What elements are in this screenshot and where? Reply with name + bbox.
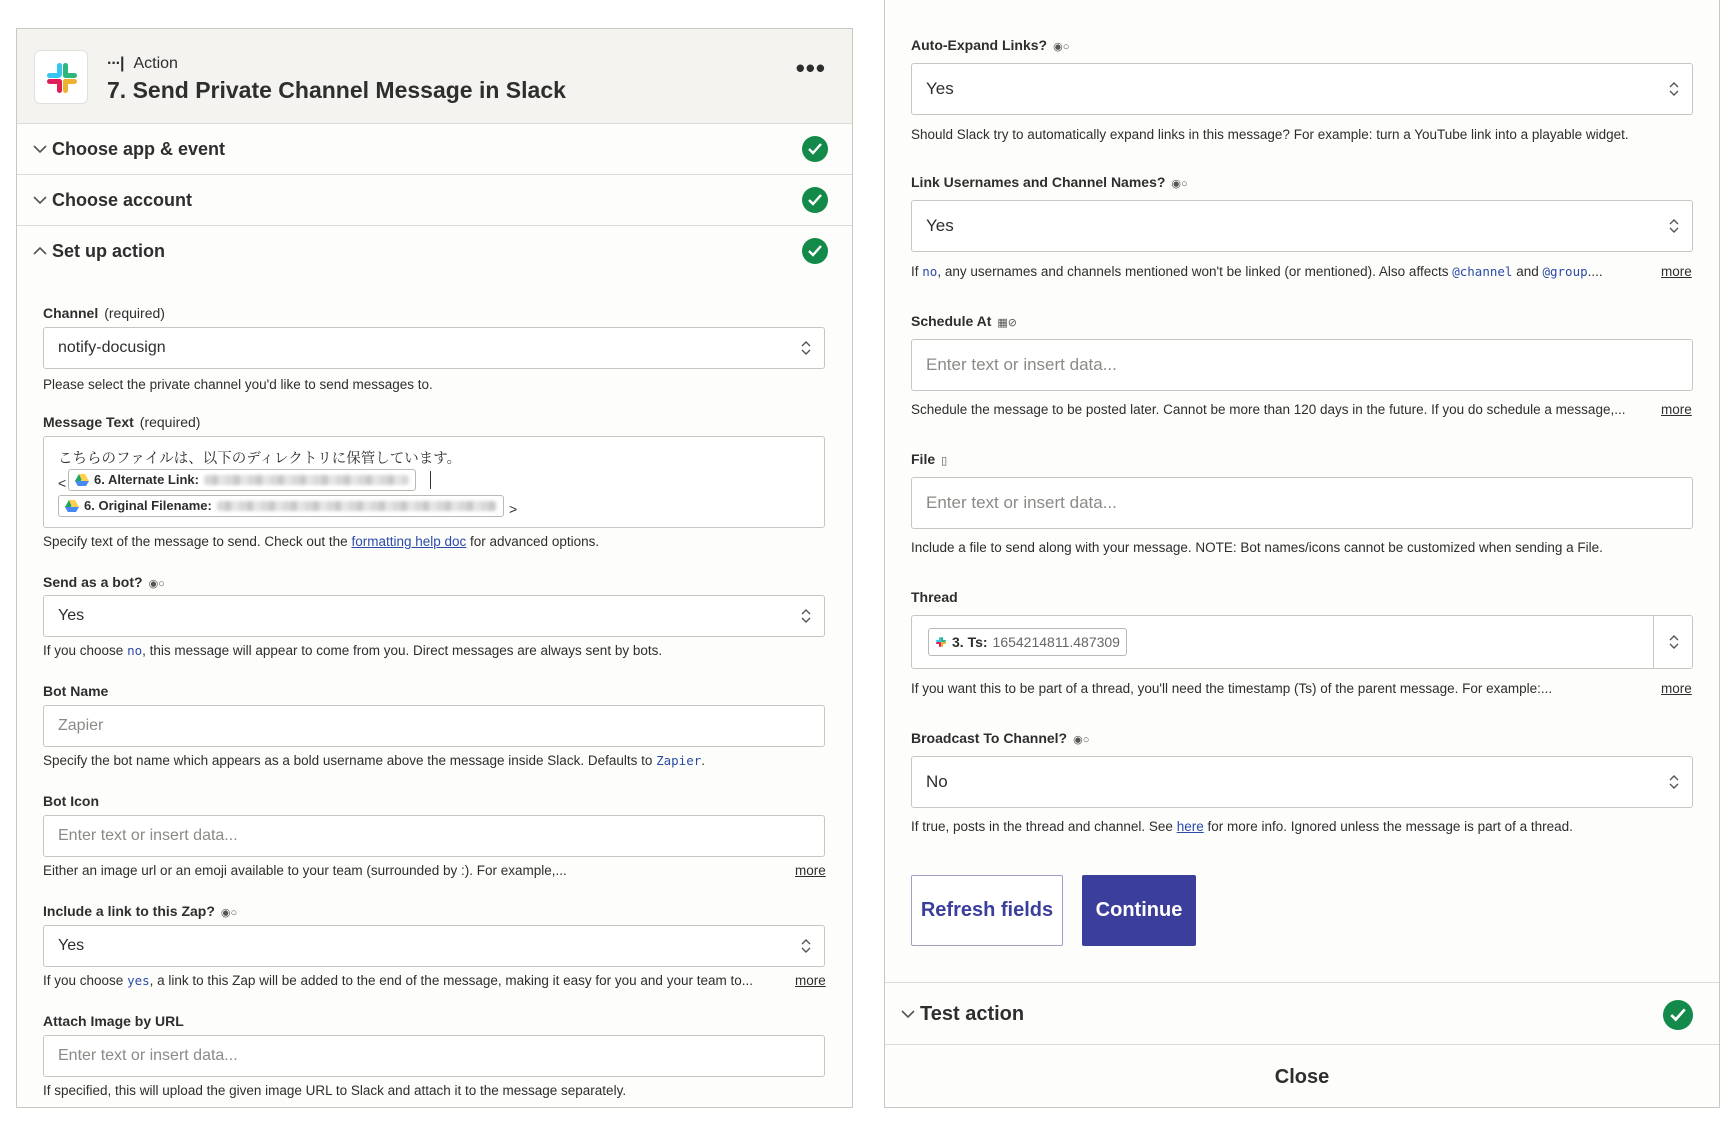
link-usernames-help: If no, any usernames and channels mentioned won't be linked (or mentioned). Also affects @channel and @group....	[911, 264, 1603, 279]
section-setup-action[interactable]	[17, 226, 852, 277]
check-circle-icon	[802, 136, 828, 162]
send-as-bot-value: Yes	[58, 607, 85, 624]
pill-label: 6. Alternate Link:	[94, 472, 199, 487]
check-circle-icon	[802, 187, 828, 213]
radio-indicator-icon: ◉○	[1171, 178, 1188, 190]
schedule-at-label: Schedule At ▦⊘	[911, 313, 1018, 329]
send-as-bot-select[interactable]	[43, 595, 825, 637]
section-label: Choose app & event	[52, 139, 226, 159]
radio-indicator-icon: ◉○	[220, 907, 238, 919]
chevron-down-icon	[899, 1005, 917, 1023]
message-text-label: Message Text (required)	[43, 414, 201, 430]
send-as-bot-label: Send as a bot? ◉○	[43, 574, 165, 590]
chevron-down-icon	[31, 191, 49, 209]
check-circle-icon	[1663, 1000, 1693, 1030]
pill-label: 6. Original Filename:	[84, 498, 212, 513]
slack-logo-icon	[34, 50, 88, 104]
step-header	[17, 29, 852, 124]
bot-name-placeholder: Zapier	[58, 717, 104, 734]
more-options-icon[interactable]: •••	[795, 53, 826, 83]
radio-indicator-icon: ◉○	[148, 578, 165, 590]
file-input[interactable]	[911, 477, 1693, 529]
thread-select[interactable]	[911, 615, 1693, 669]
broadcast-value: No	[926, 772, 948, 791]
data-pill-original-filename[interactable]	[58, 495, 504, 517]
redacted-value	[204, 475, 409, 485]
include-link-more-link[interactable]: more	[795, 973, 826, 988]
message-gt: >	[509, 501, 518, 517]
section-label: Choose account	[52, 190, 193, 210]
check-circle-icon	[802, 238, 828, 264]
link-usernames-select[interactable]	[911, 200, 1693, 252]
link-usernames-more-link[interactable]: more	[1661, 264, 1692, 279]
action-step-icon: ···|	[107, 55, 124, 72]
section-label: Set up action	[52, 241, 166, 261]
message-text-line: こちらのファイルは、以下のディレクトリに保管しています。	[58, 451, 462, 467]
action-editor-panel	[16, 28, 853, 1108]
select-arrows-icon	[800, 937, 812, 955]
bot-icon-more-link[interactable]: more	[795, 863, 826, 878]
data-pill-thread-ts[interactable]	[928, 628, 1127, 656]
redacted-value	[217, 501, 497, 511]
section-label: Test action	[920, 1003, 1025, 1025]
bot-name-help: Specify the bot name which appears as a bold username above the message inside Slack. Defaults to Zapier.	[43, 753, 706, 768]
include-link-select[interactable]	[43, 925, 825, 967]
data-pill-alternate-link[interactable]	[68, 469, 416, 491]
select-arrows-icon	[800, 339, 812, 357]
attach-image-input[interactable]	[43, 1035, 825, 1077]
bot-name-label: Bot Name	[43, 683, 109, 699]
schedule-at-input[interactable]	[911, 339, 1693, 391]
file-label: File ▯	[911, 451, 948, 467]
broadcast-select[interactable]	[911, 756, 1693, 808]
broadcast-here-link[interactable]: here	[1176, 819, 1204, 834]
thread-more-link[interactable]: more	[1661, 681, 1692, 696]
bot-icon-label: Bot Icon	[43, 793, 99, 809]
broadcast-label: Broadcast To Channel? ◉○	[911, 730, 1090, 746]
section-choose-account[interactable]	[17, 175, 852, 226]
auto-expand-help: Should Slack try to automatically expand links in this message? For example: turn a YouTube link into a playable widget.	[911, 127, 1629, 142]
bot-icon-help: Either an image url or an emoji available to your team (surrounded by :). For example,...	[43, 863, 567, 878]
message-text-help: Specify text of the message to send. Check out the formatting help doc for advanced options.	[43, 534, 600, 549]
chevron-down-icon	[31, 140, 49, 158]
include-link-help: If you choose yes, a link to this Zap will be added to the end of the message, making it easy for you and your team to...	[43, 973, 753, 988]
link-usernames-value: Yes	[926, 216, 954, 235]
channel-value: notify-docusign	[58, 339, 166, 356]
google-drive-icon	[75, 474, 89, 486]
slack-icon	[935, 636, 947, 648]
auto-expand-label: Auto-Expand Links? ◉○	[911, 37, 1070, 53]
select-arrows-icon	[1668, 217, 1680, 235]
thread-help: If you want this to be part of a thread, you'll need the timestamp (Ts) of the parent message. For example:...	[911, 681, 1553, 696]
close-button[interactable]: Close	[1274, 1065, 1330, 1088]
step-type-label: Action	[133, 55, 178, 72]
file-placeholder: Enter text or insert data...	[926, 493, 1117, 512]
select-arrows-icon	[1668, 633, 1680, 651]
attach-image-help: If specified, this will upload the given image URL to Slack and attach it to the message separately.	[43, 1083, 627, 1098]
attach-image-label: Attach Image by URL	[43, 1013, 184, 1029]
select-arrows-icon	[800, 607, 812, 625]
action-editor-panel-continued	[884, 0, 1720, 1108]
channel-help: Please select the private channel you'd like to send messages to.	[43, 377, 433, 392]
pill-value: 1654214811.487309	[992, 634, 1120, 650]
bot-icon-input[interactable]	[43, 815, 825, 857]
send-as-bot-help: If you choose no, this message will appear to come from you. Direct messages are always sent by bots.	[43, 643, 663, 658]
select-arrows-icon	[1668, 80, 1680, 98]
schedule-at-help: Schedule the message to be posted later. Cannot be more than 120 days in the future. If you do schedule a message,...	[911, 402, 1626, 417]
file-help: Include a file to send along with your message. NOTE: Bot names/icons cannot be customized when sending a File.	[911, 540, 1603, 555]
include-link-label: Include a link to this Zap? ◉○	[43, 903, 238, 919]
pill-label: 3. Ts:	[952, 634, 988, 650]
auto-expand-value: Yes	[926, 79, 954, 98]
thread-label: Thread	[911, 589, 958, 605]
broadcast-help: If true, posts in the thread and channel. See here for more info. Ignored unless the message is part of a thread.	[911, 819, 1573, 834]
calendar-icon: ▦⊘	[997, 317, 1018, 329]
section-choose-app[interactable]	[17, 124, 852, 175]
radio-indicator-icon: ◉○	[1053, 41, 1070, 53]
section-test-action[interactable]	[885, 982, 1719, 1045]
message-lt: <	[58, 475, 67, 491]
text-cursor	[430, 471, 431, 489]
select-arrows-icon	[1668, 773, 1680, 791]
google-drive-icon	[65, 500, 79, 512]
bot-icon-placeholder: Enter text or insert data...	[58, 827, 238, 844]
channel-label: Channel (required)	[43, 305, 165, 321]
auto-expand-select[interactable]	[911, 63, 1693, 115]
chevron-up-icon	[31, 242, 49, 260]
attach-image-placeholder: Enter text or insert data...	[58, 1047, 238, 1064]
radio-indicator-icon: ◉○	[1073, 734, 1090, 746]
continue-button[interactable]: Continue	[1082, 875, 1196, 946]
bot-name-input[interactable]	[43, 705, 825, 747]
refresh-fields-button[interactable]: Refresh fields	[911, 875, 1063, 946]
schedule-at-placeholder: Enter text or insert data...	[926, 355, 1117, 374]
step-title: 7. Send Private Channel Message in Slack	[107, 77, 566, 103]
message-text-input[interactable]	[43, 436, 825, 528]
select-divider	[1653, 616, 1654, 668]
step-type	[107, 55, 178, 73]
formatting-help-link[interactable]: formatting help doc	[351, 534, 467, 549]
include-link-value: Yes	[58, 937, 85, 954]
link-usernames-label: Link Usernames and Channel Names? ◉○	[911, 174, 1188, 190]
channel-select[interactable]	[43, 327, 825, 369]
file-icon: ▯	[941, 455, 948, 467]
schedule-at-more-link[interactable]: more	[1661, 402, 1692, 417]
